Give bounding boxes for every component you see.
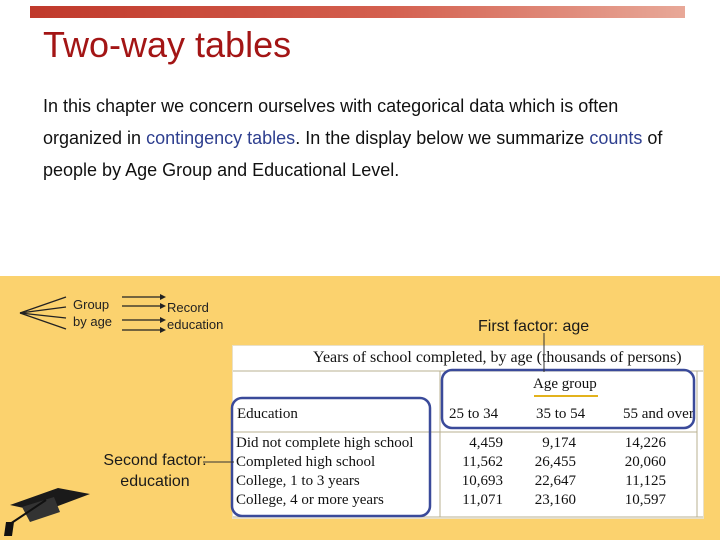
table-cell: 23,160 bbox=[534, 492, 576, 508]
age-group-header: Age group bbox=[533, 376, 597, 392]
row-label: College, 4 or more years bbox=[236, 492, 384, 508]
first-factor-callout: First factor: age bbox=[478, 318, 590, 335]
intro-text-2: . In the display below we summarize bbox=[295, 128, 590, 148]
column-header-25-34: 25 to 34 bbox=[449, 406, 499, 422]
row-label: College, 1 to 3 years bbox=[236, 473, 360, 489]
table-cell: 11,071 bbox=[462, 492, 503, 508]
column-header-55-over: 55 and over bbox=[623, 406, 694, 422]
table-cell: 11,125 bbox=[625, 473, 666, 489]
table-caption: Years of school completed, by age (thousands of persons) bbox=[313, 349, 682, 366]
slide-title: Two-way tables bbox=[43, 24, 292, 65]
table-cell: 9,174 bbox=[542, 435, 576, 451]
group-by-age-label: Group by age bbox=[73, 297, 113, 329]
education-header: Education bbox=[237, 406, 298, 422]
intro-highlight-counts: counts bbox=[589, 128, 643, 148]
table-cell: 4,459 bbox=[469, 435, 503, 451]
table-cell: 20,060 bbox=[624, 454, 666, 470]
row-label: Completed high school bbox=[236, 454, 376, 470]
table-cell: 11,562 bbox=[462, 454, 503, 470]
record-education-label: Record education bbox=[167, 300, 224, 332]
age-circle bbox=[442, 370, 694, 428]
table-cell: 10,597 bbox=[624, 492, 666, 508]
intro-text-1: In this chapter we concern ourselves with categorical data which is often organized in bbox=[43, 96, 619, 148]
education-circle bbox=[232, 398, 430, 516]
row-label: Did not complete high school bbox=[236, 435, 414, 451]
table-cell: 10,693 bbox=[461, 473, 503, 489]
column-header-35-54: 35 to 54 bbox=[536, 406, 586, 422]
table-cell: 26,455 bbox=[534, 454, 576, 470]
intro-highlight-contingency: contingency tables bbox=[146, 128, 296, 148]
second-factor-callout: Second factor: education bbox=[103, 452, 207, 490]
intro-text-3: of people by Age Group and Educational Level. bbox=[43, 128, 663, 180]
table-cell: 22,647 bbox=[534, 473, 576, 489]
table-cell: 14,226 bbox=[624, 435, 666, 451]
